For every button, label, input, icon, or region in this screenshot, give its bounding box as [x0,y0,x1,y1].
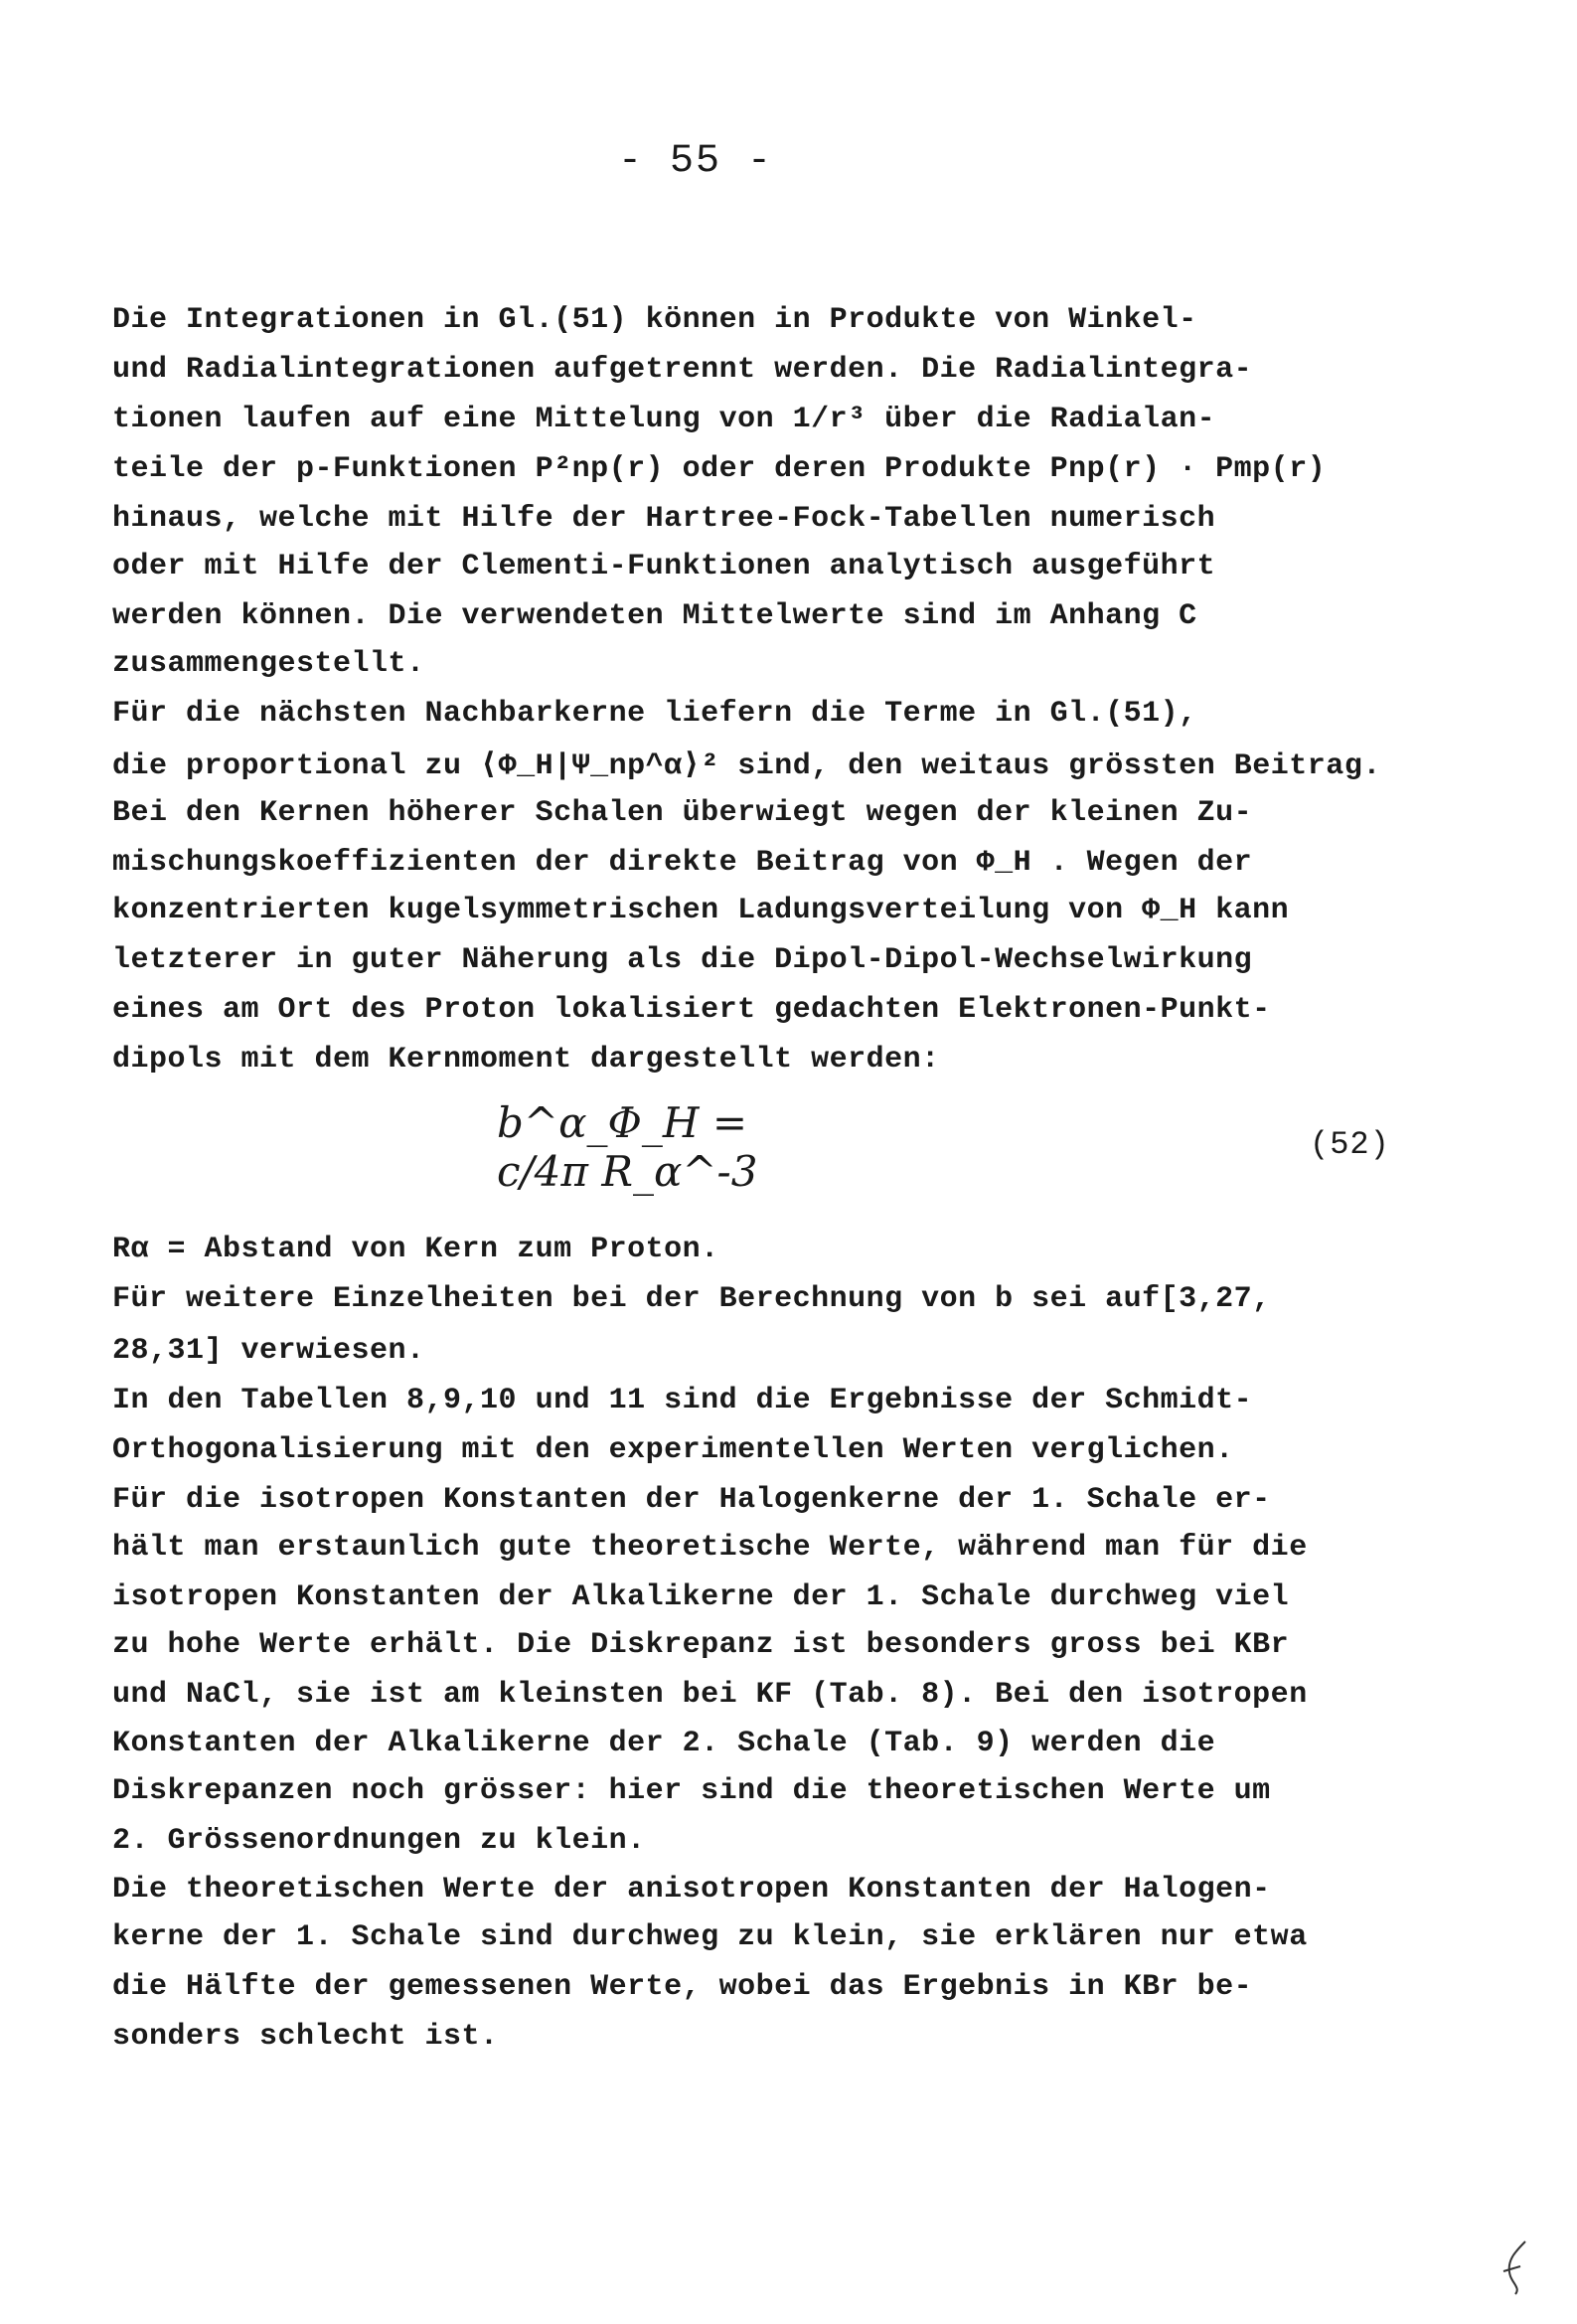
text-line: zu hohe Werte erhält. Die Diskrepanz ist besonders gross bei KBr [112,1628,1290,1662]
text-line: 2. Grössenordnungen zu klein. [112,1824,646,1858]
text-line: die Hälfte der gemessenen Werte, wobei das Ergebnis in KBr be- [112,1970,1253,2004]
text-line: Für die isotropen Konstanten der Halogenkerne der 1. Schale er- [112,1483,1271,1517]
equation-52 [497,1098,795,1208]
text-line: eines am Ort des Proton lokalisiert gedachten Elektronen-Punkt- [112,993,1271,1027]
text-line: Die Integrationen in Gl.(51) können in Produkte von Winkel- [112,303,1197,337]
text-line: dipols mit dem Kernmoment dargestellt werden: [112,1043,940,1077]
text-line: mischungskoeffizienten der direkte Beitrag von Φ_H . Wegen der [112,846,1253,880]
equation-text: b^α_Φ_H = c/4π R_α^-3 [497,1098,758,1196]
text-line: sonders schlecht ist. [112,2020,499,2054]
text-line: Diskrepanzen noch grösser: hier sind die theoretischen Werte um [112,1774,1271,1808]
text-line: Für weitere Einzelheiten bei der Berechnung von b sei auf[3,27, [112,1282,1271,1316]
text-line: und Radialintegrationen aufgetrennt werden. Die Radialintegra- [112,353,1253,387]
text-line: und NaCl, sie ist am kleinsten bei KF (Tab. 8). Bei den isotropen [112,1678,1308,1712]
text-line: isotropen Konstanten der Alkalikerne der 1. Schale durchweg viel [112,1580,1290,1614]
text-line: 28,31] verwiesen. [112,1334,425,1368]
text-line: Für die nächsten Nachbarkerne liefern die Terme in Gl.(51), [112,697,1197,731]
text-line: hinaus, welche mit Hilfe der Hartree-Fock-Tabellen numerisch [112,502,1216,536]
text-line: kerne der 1. Schale sind durchweg zu klein, sie erklären nur etwa [112,1920,1308,1954]
text-line: In den Tabellen 8,9,10 und 11 sind die Ergebnisse der Schmidt- [112,1384,1253,1417]
text-line: oder mit Hilfe der Clementi-Funktionen analytisch ausgeführt [112,550,1216,583]
text-line: letzterer in guter Näherung als die Dipol-Dipol-Wechselwirkung [112,943,1253,977]
text-line: Konstanten der Alkalikerne der 2. Schale (Tab. 9) werden die [112,1727,1216,1760]
text-line: konzentrierten kugelsymmetrischen Ladungsverteilung von Φ_H kann [112,894,1290,927]
handwritten-mark-icon [1496,2237,1535,2296]
text-line: Rα = Abstand von Kern zum Proton. [112,1233,719,1266]
text-line: zusammengestellt. [112,647,425,681]
text-line: tionen laufen auf eine Mittelung von 1/r³ über die Radialan- [112,403,1216,436]
equation-number: (52) [1310,1126,1390,1163]
page-number: - 55 - [617,139,774,184]
text-line: hält man erstaunlich gute theoretische Werte, während man für die [112,1531,1308,1565]
text-line: Bei den Kernen höherer Schalen überwiegt wegen der kleinen Zu- [112,796,1253,830]
text-line: die proportional zu ⟨Φ_H|Ψ_np^α⟩² sind, den weitaus grössten Beitrag. [112,749,1381,783]
text-line: teile der p-Funktionen P²np(r) oder deren Produkte Pnp(r) · Pmp(r) [112,452,1327,486]
text-line: Die theoretischen Werte der anisotropen Konstanten der Halogen- [112,1873,1271,1907]
text-line: werden können. Die verwendeten Mittelwerte sind im Anhang C [112,599,1197,633]
text-line: Orthogonalisierung mit den experimentellen Werten verglichen. [112,1433,1234,1467]
